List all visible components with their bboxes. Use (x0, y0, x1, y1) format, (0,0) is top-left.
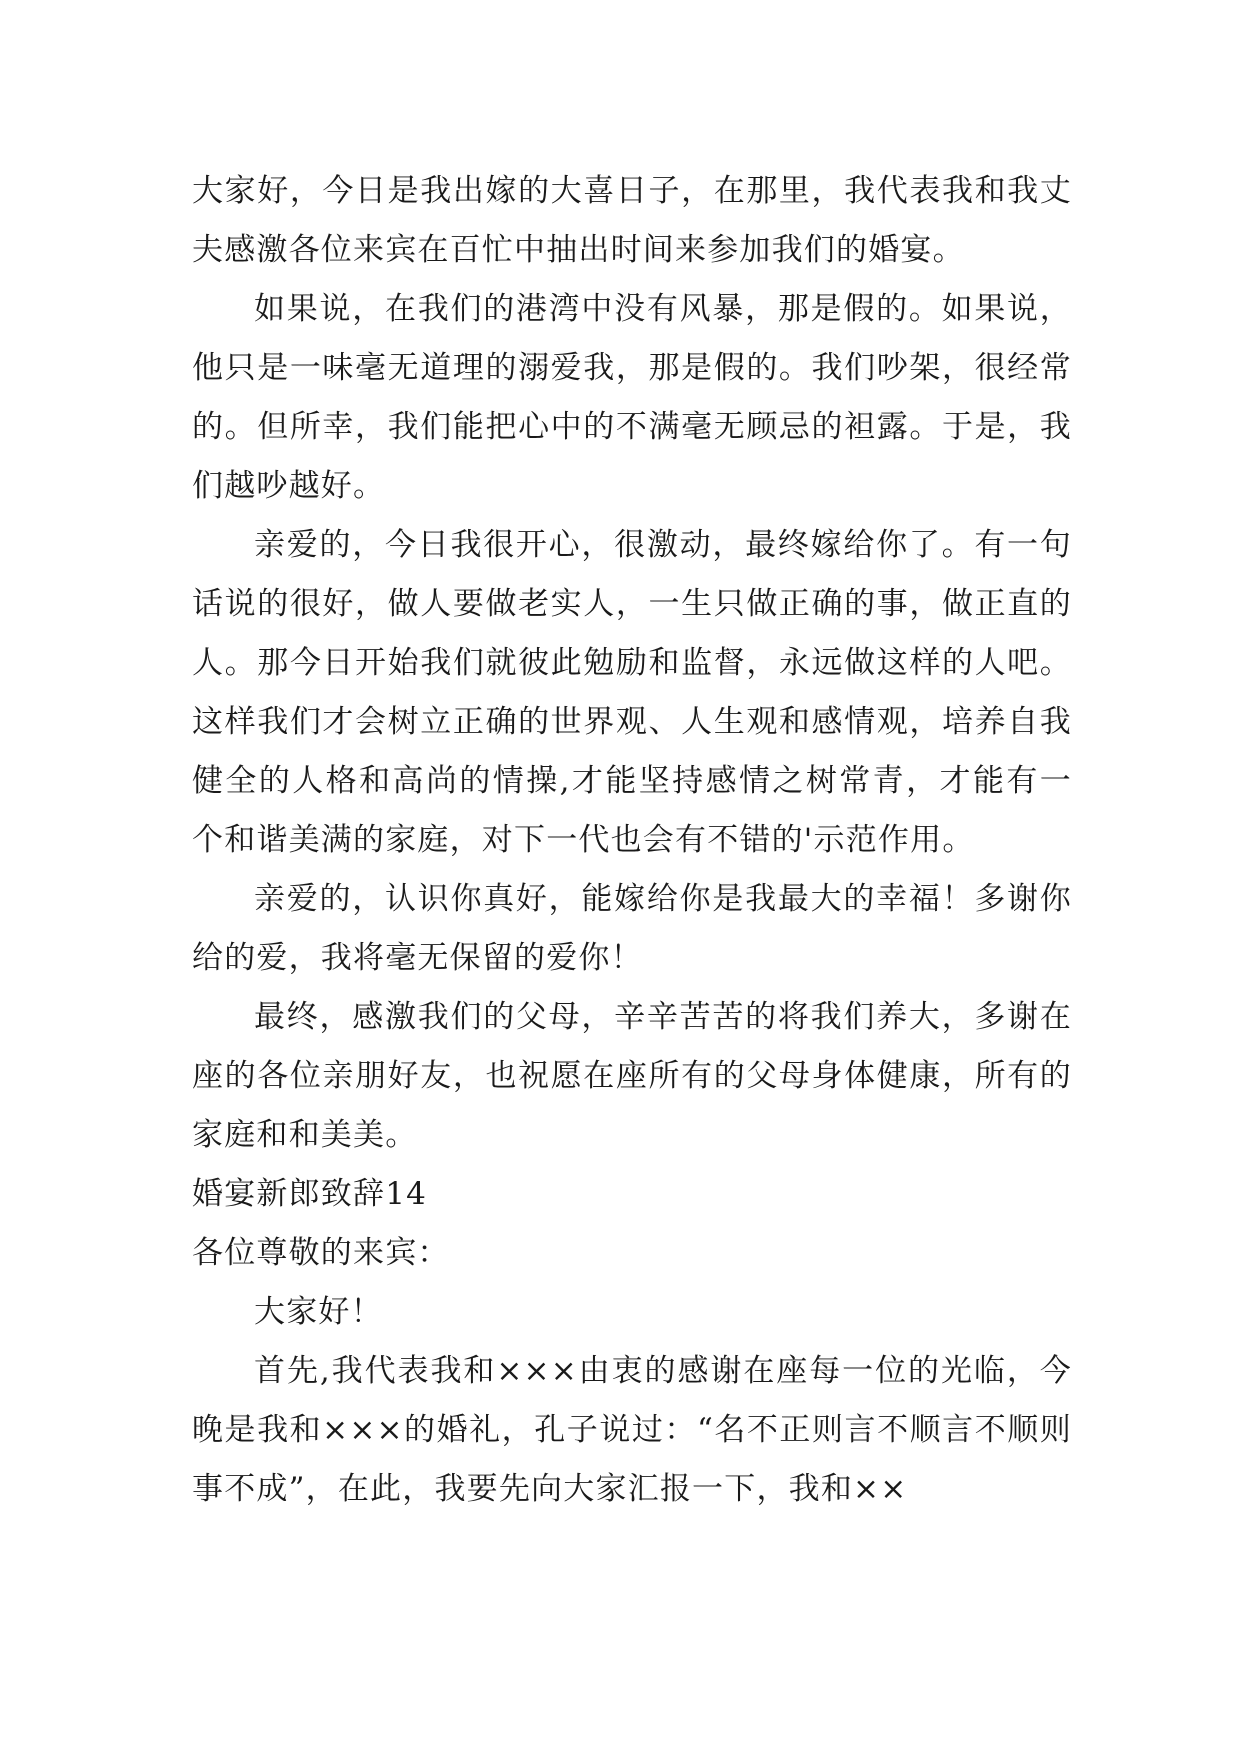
paragraph-groom-intro: 首先,我代表我和×××由衷的感谢在座每一位的光临，今晚是我和×××的婚礼，孔子说过：“名不正则言不顺言不顺则事不成”，在此，我要先向大家汇报一下，我和×× (192, 1353, 1072, 1507)
paragraph-thanks-parents: 最终，感激我们的父母，辛辛苦苦的将我们养大，多谢在座的各位亲朋好友，也祝愿在座所有的父母身体健康，所有的家庭和和美美。 (192, 999, 1072, 1153)
paragraph-opening: 大家好，今日是我出嫁的大喜日子，在那里，我代表我和我丈夫感激各位来宾在百忙中抽出时间来参加我们的婚宴。 (192, 173, 1072, 268)
section-title: 婚宴新郎致辞14 (192, 1176, 428, 1212)
document-body (192, 162, 1072, 1519)
paragraph-harbor: 如果说，在我们的港湾中没有风暴，那是假的。如果说，他只是一味毫无道理的溺爱我，那是假的。我们吵架，很经常的。但所幸，我们能把心中的不满毫无顾忌的袒露。于是，我们越吵越好。 (192, 291, 1072, 504)
greeting: 大家好！ (254, 1294, 383, 1330)
paragraph-gratitude-spouse: 亲爱的，认识你真好，能嫁给你是我最大的幸福！多谢你给的爱，我将毫无保留的爱你！ (192, 881, 1072, 976)
paragraph-vows: 亲爱的，今日我很开心，很激动，最终嫁给你了。有一句话说的很好，做人要做老实人，一生只做正确的事，做正直的人。那今日开始我们就彼此勉励和监督，永远做这样的人吧。这样我们才会树立正确的世界观、人生观和感情观，培养自我健全的人格和高尚的情操,才能坚持感情之树常青，才能有一个和谐美满的家庭，对下一代也会有不错的'示范作用。 (192, 527, 1072, 858)
salutation: 各位尊敬的来宾： (192, 1235, 450, 1271)
